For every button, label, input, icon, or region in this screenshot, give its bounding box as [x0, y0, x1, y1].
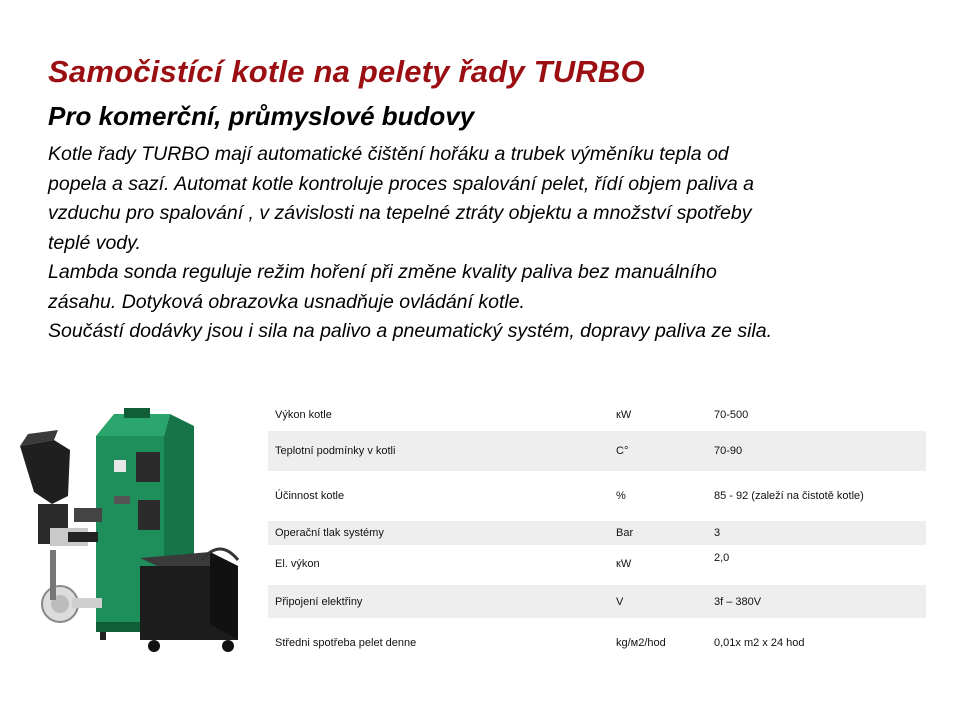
description-line: zásahu. Dotyková obrazovka usnadňuje ovládání kotle. — [48, 290, 525, 313]
unit-cell: Bar — [616, 527, 634, 539]
description-line: Kotle řady TURBO mají automatické čištění hořáku a trubek výměníku tepla od — [48, 143, 729, 165]
param-cell: Připojení elektřiny — [275, 595, 363, 608]
param-cell: Středni spotřeba pelet denne — [275, 637, 417, 649]
value-cell: 3 — [714, 527, 721, 539]
slide-title: Samočistící kotle na pelety řady TURBO — [48, 54, 645, 89]
unit-cell: кW — [616, 558, 632, 570]
spec-table — [268, 398, 926, 668]
table-row — [268, 431, 926, 471]
param-cell: Výkon kotle — [275, 408, 332, 421]
value-cell: 2,0 — [714, 552, 730, 564]
param-cell: Operační tlak systémy — [275, 527, 384, 539]
slide-subtitle: Pro komerční, průmyslové budovy — [48, 101, 475, 131]
table-row — [268, 585, 926, 618]
param-cell: El. výkon — [275, 558, 320, 570]
value-cell: 3f – 380V — [714, 595, 762, 608]
table-row — [268, 398, 926, 431]
value-cell: 85 - 92 (zaleží na čistotě kotle) — [714, 490, 864, 502]
unit-cell: kg/м2/hod — [616, 637, 666, 649]
value-cell: 0,01x m2 x 24 hod — [714, 637, 805, 649]
unit-cell: кW — [616, 408, 632, 421]
description-line: vzduchu pro spalování , v závislosti na tepelné ztráty objektu a množství spotřeby — [48, 202, 752, 224]
description-line: Součástí dodávky jsou i sila na palivo a pneumatický systém, dopravy paliva ze sila. — [48, 320, 773, 342]
unit-cell: C° — [616, 445, 629, 457]
param-cell: Účinnost kotle — [275, 490, 345, 502]
unit-cell: V — [616, 595, 624, 608]
table-row — [268, 618, 926, 668]
table-row — [268, 521, 926, 545]
description-text — [48, 140, 948, 347]
param-cell: Teplotní podmínky v kotli — [275, 445, 396, 457]
unit-cell: % — [616, 490, 626, 502]
table-row — [268, 471, 926, 521]
boiler-image — [14, 400, 250, 660]
value-cell: 70-90 — [714, 445, 743, 457]
value-cell: 70-500 — [714, 408, 749, 421]
description-line: Lambda sonda reguluje režim hoření při změne kvality paliva bez manuálního — [48, 261, 717, 283]
description-line: popela a sazí. Automat kotle kontroluje proces spalování pelet, řídí objem paliva a — [48, 172, 755, 195]
description-line: teplé vody. — [48, 231, 141, 254]
table-row — [268, 545, 926, 585]
